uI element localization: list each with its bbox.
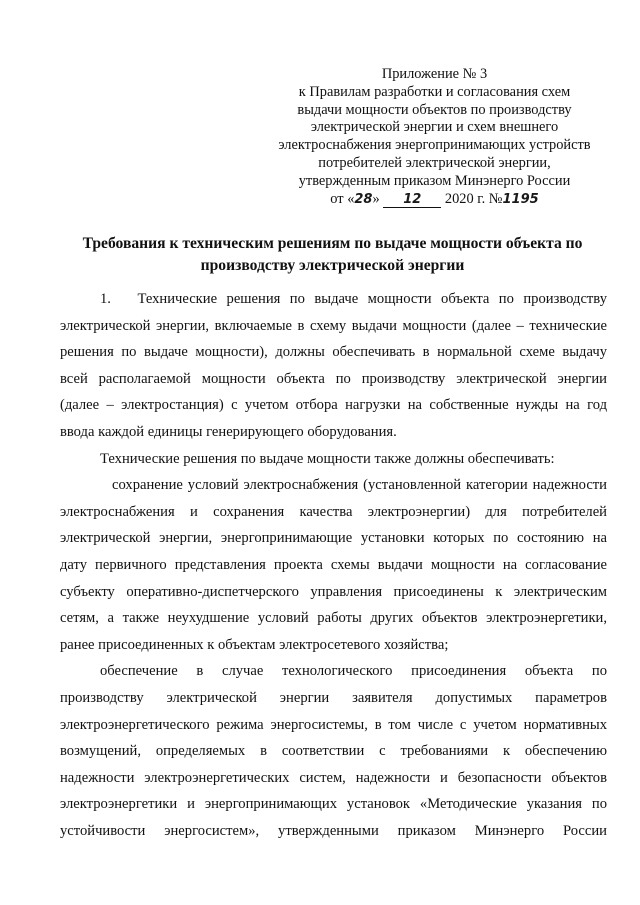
date-day: 28 <box>354 191 373 207</box>
text-line: надежности электроэнергетических систем, надежности и безопасности объектов <box>60 769 607 786</box>
text-line: электрической энергии, включаемые в схему выдачи мощности (далее – технические <box>60 317 607 334</box>
paragraph-3 <box>60 472 607 658</box>
order-date-line <box>262 191 607 209</box>
date-month-field <box>383 192 441 208</box>
text-line: электрической энергии, энергопринимающие установки которых по состоянию на <box>60 530 607 547</box>
text-line: возмущений, определяемых в соответствии с требованиями к обеспечению <box>60 743 607 760</box>
text-line: сетям, а также неухудшение условий работы других объектов электроэнергетики, <box>60 610 607 627</box>
appendix-line: электроснабжения энергопринимающих устройств <box>278 137 591 154</box>
text-line: дату первичного представления проекта схемы выдачи мощности на согласование <box>60 556 607 573</box>
date-month: 12 <box>403 191 422 207</box>
appendix-header <box>262 66 607 208</box>
appendix-line: выдачи мощности объектов по производству <box>297 101 572 118</box>
date-year-text: 2020 г. № <box>444 190 503 207</box>
text-line: производству электрической энергии заявителя допустимых параметров <box>60 689 607 706</box>
order-number: 1195 <box>502 191 539 207</box>
text-line: ранее присоединенных к объектам электросетевого хозяйства; <box>60 636 449 653</box>
text-line: Технические решения по выдаче мощности также должны обеспечивать: <box>100 450 555 467</box>
paragraph-2 <box>60 446 607 473</box>
date-prefix: от « <box>330 190 355 207</box>
document-body <box>60 286 607 844</box>
date-mid: » <box>372 190 380 207</box>
text-line: (далее – электростанция) с учетом отбора нагрузки на собственные нужды на год <box>60 397 607 414</box>
text-line: решения по выдаче мощности), должны обеспечивать в нормальной схеме выдачу <box>60 344 607 361</box>
appendix-line: к Правилам разработки и согласования схем <box>298 83 571 100</box>
text-line: сохранение условий электроснабжения (установленной категории надежности <box>112 477 607 494</box>
paragraph-4 <box>60 658 607 844</box>
text-line: устойчивости энергосистем», утвержденными приказом Минэнерго России <box>60 822 607 839</box>
paragraph-number: 1. <box>100 291 111 307</box>
appendix-line: потребителей электрической энергии, <box>318 154 551 171</box>
text-line: электроснабжения и сохранения качества электроэнергии) для потребителей <box>60 503 607 520</box>
appendix-line: утвержденным приказом Минэнерго России <box>298 172 571 189</box>
text-line: субъекту оперативно-диспетчерского управления присоединены к электрическим <box>60 583 607 600</box>
paragraph-1 <box>60 286 607 446</box>
text-line: электроэнергетического режима энергосистемы, в том числе с учетом нормативных <box>60 716 607 733</box>
text-line: обеспечение в случае технологического присоединения объекта по <box>100 663 607 680</box>
text-line: электроэнергетики и энергопринимающих установок «Методические указания по <box>60 796 607 813</box>
appendix-number: Приложение № 3 <box>381 66 488 82</box>
document-title <box>60 233 605 277</box>
text-line: всей располагаемой мощности объекта по производству электрической энергии <box>60 370 607 387</box>
title-line-2: производству электрической энергии <box>200 257 465 274</box>
text-line: ввода каждой единицы генерирующего оборудования. <box>60 423 397 440</box>
title-line-1: Требования к техническим решениям по выдаче мощности объекта по <box>82 235 583 252</box>
text-line: 1. Технические решения по выдаче мощности объекта по производству <box>60 286 607 313</box>
appendix-line: электрической энергии и схем внешнего <box>310 119 559 136</box>
